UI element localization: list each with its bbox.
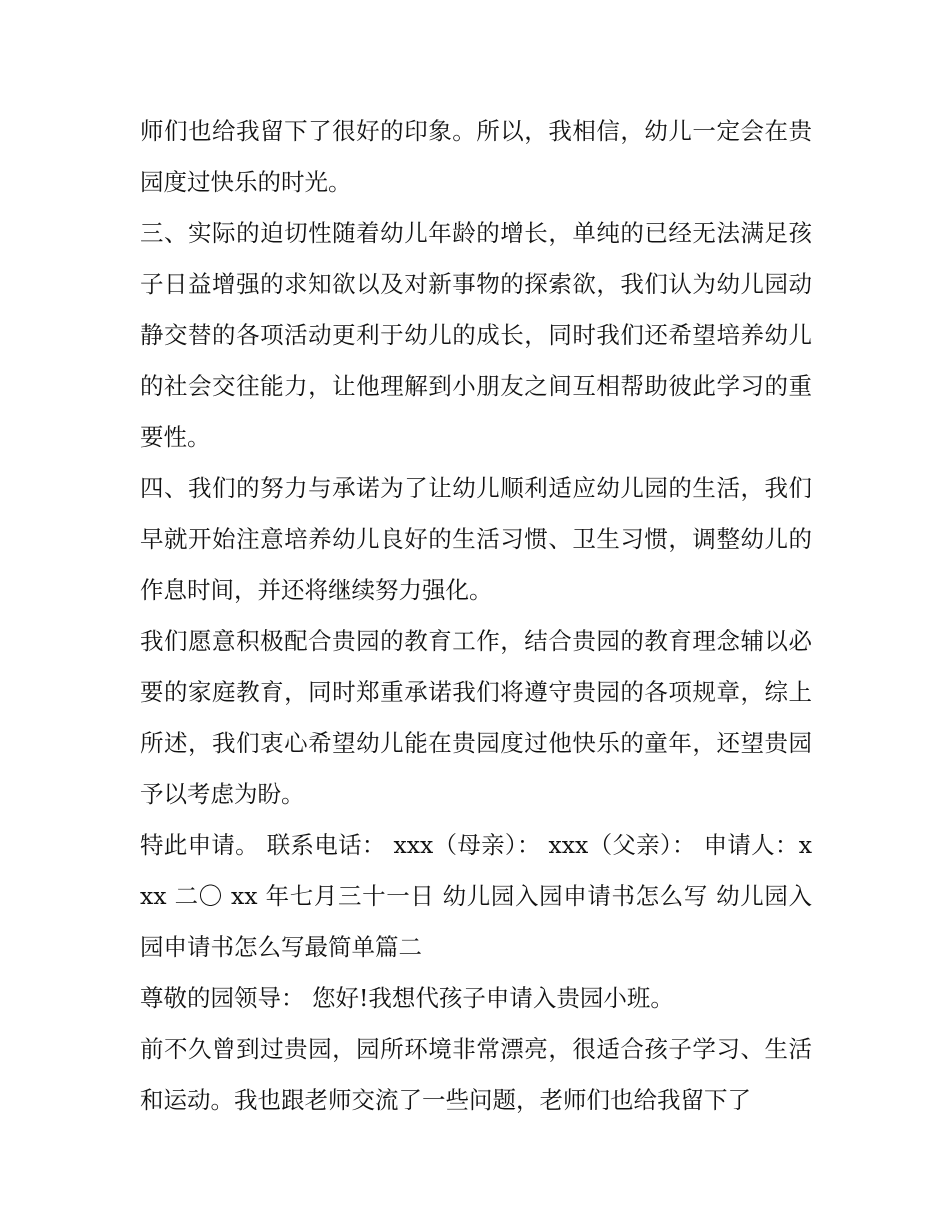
paragraph-cooperation: 我们愿意积极配合贵园的教育工作，结合贵园的教育理念辅以必要的家庭教育，同时郑重承诺我们将遵守贵园的各项规章，综上所述，我们衷心希望幼儿能在贵园度过他快乐的童年，还望贵园予以考虑为盼。	[140, 627, 812, 808]
paragraph-continuation: 师们也给我留下了很好的印象。所以，我相信，幼儿一定会在贵园度过快乐的时光。	[140, 117, 812, 196]
paragraph-signature: 特此申请。 联系电话： xxx（母亲）： xxx（父亲）： 申请人：xxx 二〇 xx 年七月三十一日 幼儿园入园申请书怎么写 幼儿园入园申请书怎么写最简单篇二	[140, 831, 812, 961]
paragraph-salutation: 尊敬的园领导： 您好!我想代孩子申请入贵园小班。	[140, 984, 674, 1012]
paragraph-section-four: 四、我们的努力与承诺为了让幼儿顺利适应幼儿园的生活，我们早就开始注意培养幼儿良好的生活习惯、卫生习惯，调整幼儿的作息时间，并还将继续努力强化。	[140, 474, 812, 604]
paragraph-visit: 前不久曾到过贵园，园所环境非常漂亮，很适合孩子学习、生活和运动。我也跟老师交流了一些问题，老师们也给我留下了	[140, 1035, 812, 1114]
document-body	[140, 106, 812, 1126]
paragraph-section-three: 三、实际的迫切性随着幼儿年龄的增长，单纯的已经无法满足孩子日益增强的求知欲以及对新事物的探索欲，我们认为幼儿园动静交替的各项活动更利于幼儿的成长，同时我们还希望培养幼儿的社会交往能力，让他理解到小朋友之间互相帮助彼此学习的重要性。	[140, 219, 812, 451]
